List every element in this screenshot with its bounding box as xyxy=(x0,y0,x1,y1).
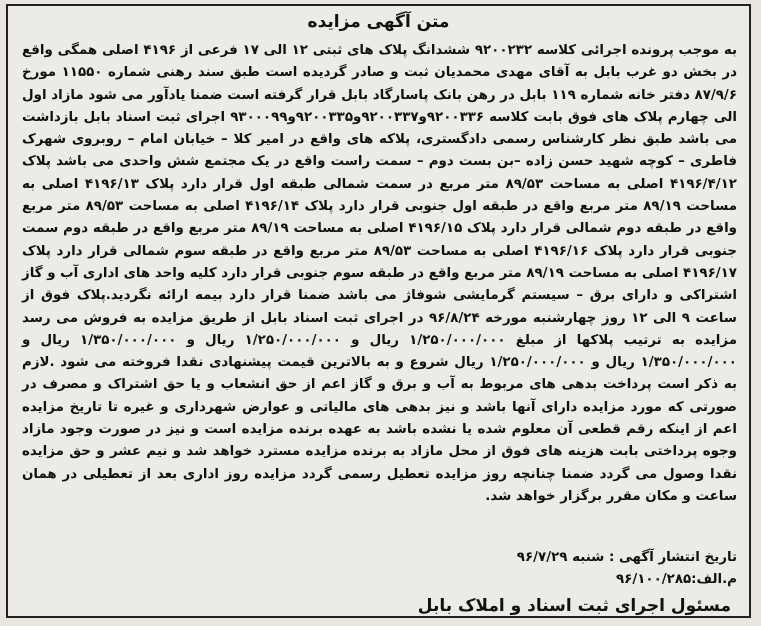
notice-title: متن آگهی مزایده xyxy=(307,12,450,32)
publish-date: تاریخ انتشار آگهی : شنبه ۹۶/۷/۲۹ xyxy=(516,550,737,565)
notice-body xyxy=(22,40,737,508)
notice-code: م.الف:۹۶/۱۰۰/۲۸۵ xyxy=(616,572,737,587)
signature: مسئول اجرای ثبت اسناد و املاک بابل xyxy=(417,596,731,616)
notice-body-paragraph: به موجب پرونده اجرائی کلاسه ۹۲۰۰۲۳۲ ششدانگ پلاک های ثبتی ۱۲ الی ۱۷ فرعی از ۴۱۹۶ اصلی همگی واقع در بخش دو غرب بابل به آقای مهدی محمدیان ثبت و صادر گردیده است طبق سند رهنی شماره ۱۱۵۵۰ مورخ ۸۷/۹/۶ دفتر خانه شماره ۱۱۹ بابل در رهن بانک پاسارگاد بابل قرار گرفته است ضمنا یادآور می شود مازاد اول الی چهارم پلاک های فوق بابت کلاسه ۹۲۰۰۳۳۶و۹۲۰۰۳۳۷و۹۲۰۰۳۳۵و۹۳۰۰۰۹۹ اجرای ثبت اسناد بابل بازداشت می باشد طبق نظر کارشناس رسمی دادگستری، پلاکه های واقع در امیر کلا – خیابان امام – روبروی شهرک فاطری – کوچه شهید حسن زاده –بن بست دوم – سمت راست واقع در یک مجتمع شش واحدی می باشد پلاک ۴۱۹۶/۴/۱۲ اصلی به مساحت ۸۹/۵۳ متر مربع در سمت شمالی طبقه اول قرار دارد پلاک ۴۱۹۶/۱۳ اصلی به مساحت ۸۹/۱۹ متر مربع واقع در طبقه اول جنوبی قرار دارد پلاک ۴۱۹۶/۱۴ اصلی به مساحت ۸۹/۵۳ متر مربع واقع در طبقه دوم شمالی قرار دارد پلاک ۴۱۹۶/۱۵ اصلی به مساحت ۸۹/۱۹ متر مربع واقع در طبقه دوم سمت جنوبی قرار دارد پلاک ۴۱۹۶/۱۶ اصلی به مساحت ۸۹/۵۳ متر مربع واقع در طبقه سوم شمالی قرار دارد پلاک ۴۱۹۶/۱۷ اصلی به مساحت ۸۹/۱۹ متر مربع واقع در طبقه سوم جنوبی قرار دارد کلیه واحد های اداری آب و گاز اشتراکی و دارای برق – سیستم گرمایشی شوفاژ می باشد ضمنا قرار دارد بیمه ارائه نگردید.پلاک فوق از ساعت ۹ الی ۱۲ روز چهارشنبه مورخه ۹۶/۸/۲۴ در اجرای ثبت اسناد بابل از طریق مزایده به فروش می رسد مزایده به ترتیب پلاکها از مبلغ ۱/۲۵۰/۰۰۰/۰۰۰ ریال و ۱/۲۵۰/۰۰۰/۰۰۰ ریال و ۱/۳۵۰/۰۰۰/۰۰۰ ریال و ۱/۳۵۰/۰۰۰/۰۰۰ ریال و ۱/۲۵۰/۰۰۰/۰۰۰ ریال شروع و به بالاترین قیمت پیشنهادی نقدا فروخته می شود .لازم به ذکر است پرداخت بدهی های مربوط به آب و برق و گاز اعم از حق انشعاب و یا حق اشتراک و مصرف در صورتی که مورد مزایده دارای آنها باشد و نیز بدهی های مالیاتی و عوارض شهرداری و غیره تا تاریخ مزایده اعم از اینکه رقم قطعی آن معلوم شده یا نشده باشد به عهده برنده مزایده است و نیز در صورت وجود مازاد وجوه پرداختی بابت هزینه های فوق از محل مازاد به برنده مزایده مسترد خواهد شد و نیم عشر و حق مزایده نقدا وصول می گردد ضمنا چنانچه روز مزایده تعطیل رسمی گردد مزایده روز اداری بعد از تعطیلی در همان ساعت و مکان مقرر برگزار خواهد شد. xyxy=(22,43,738,504)
notice-frame xyxy=(6,4,751,618)
